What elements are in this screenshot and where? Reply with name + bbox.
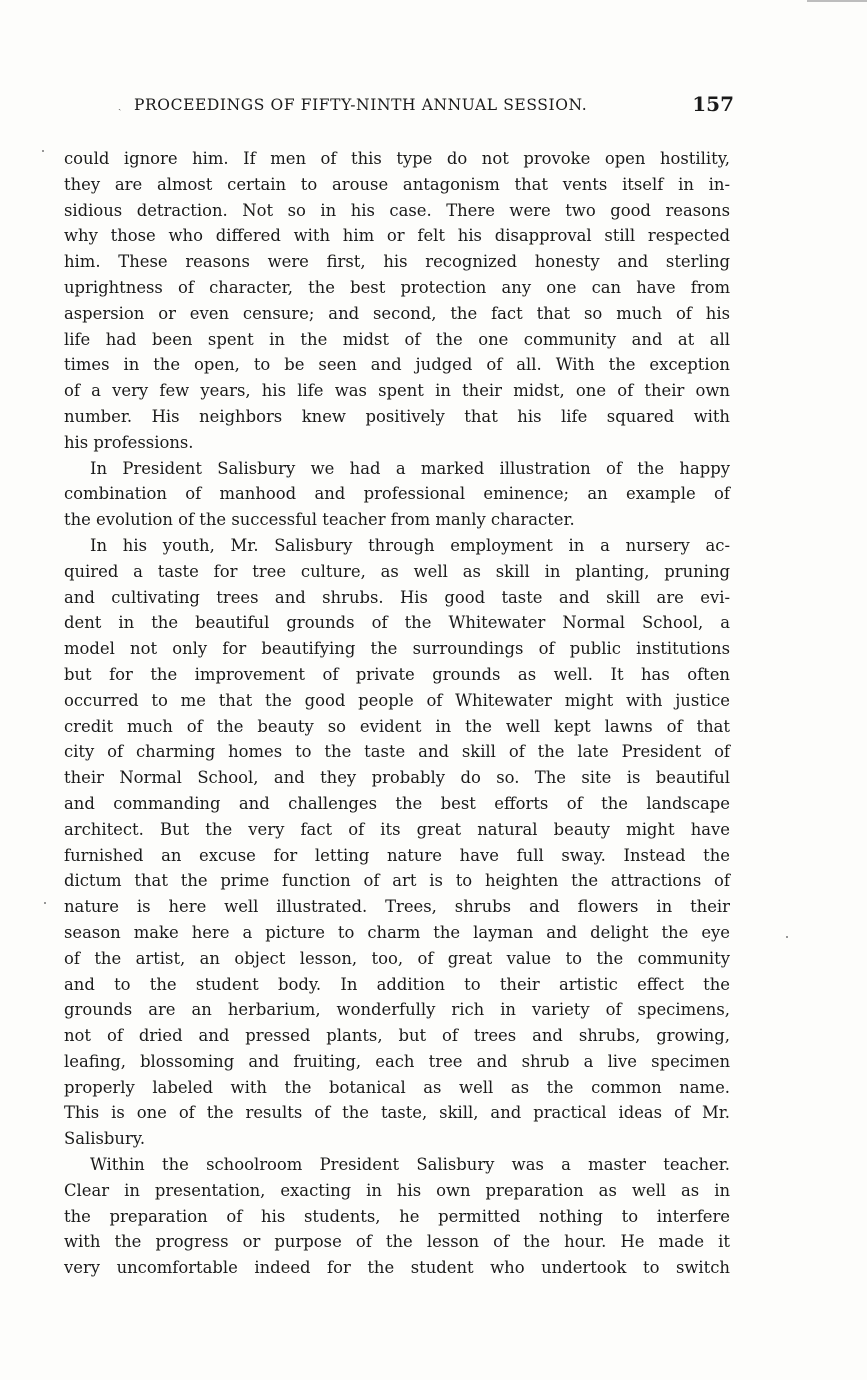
- text-line: model not only for beautifying the surroundings of public institutions: [64, 639, 730, 659]
- text-line: his professions.: [64, 432, 194, 452]
- text-line: and to the student body. In addition to their artistic effect the: [64, 974, 730, 994]
- body-text: [64, 146, 730, 1281]
- text-line: of a very few years, his life was spent in their midst, one of their own: [64, 381, 730, 401]
- text-line: him. These reasons were first, his recognized honesty and sterling: [64, 252, 730, 272]
- text-line: In President Salisbury we had a marked illustration of the happy: [90, 458, 730, 478]
- text-line: they are almost certain to arouse antagonism that vents itself in in-: [64, 174, 730, 194]
- text-line: the preparation of his students, he permitted nothing to interfere: [64, 1206, 730, 1226]
- page-number: 157: [692, 92, 734, 116]
- header-mark: ˎ: [118, 100, 122, 111]
- text-line: dictum that the prime function of art is to heighten the attractions of: [64, 871, 730, 891]
- text-line: Within the schoolroom President Salisbury was a master teacher.: [90, 1155, 730, 1175]
- text-line: the evolution of the successful teacher from manly character.: [64, 510, 575, 530]
- text-line: aspersion or even censure; and second, the fact that so much of his: [64, 303, 730, 323]
- text-line: architect. But the very fact of its great natural beauty might have: [64, 819, 730, 839]
- text-line: In his youth, Mr. Salisbury through employment in a nursery ac-: [90, 535, 730, 555]
- text-line: Clear in presentation, exacting in his own preparation as well as in: [64, 1180, 730, 1200]
- text-line: number. His neighbors knew positively that his life squared with: [64, 406, 730, 426]
- running-head: PROCEEDINGS OF FIFTY-NINTH ANNUAL SESSION.: [134, 96, 588, 114]
- text-line: times in the open, to be seen and judged of all. With the exception: [64, 355, 730, 375]
- text-line: with the progress or purpose of the lesson of the hour. He made it: [64, 1232, 730, 1252]
- text-line: credit much of the beauty so evident in the well kept lawns of that: [64, 716, 730, 736]
- text-line: leafing, blossoming and fruiting, each tree and shrub a live specimen: [64, 1051, 730, 1071]
- text-line: combination of manhood and professional eminence; an example of: [64, 484, 730, 504]
- text-line: and commanding and challenges the best efforts of the landscape: [64, 793, 730, 813]
- print-speck: [786, 936, 788, 938]
- print-speck: [44, 902, 46, 904]
- text-line: This is one of the results of the taste, skill, and practical ideas of Mr.: [64, 1103, 730, 1123]
- text-line: sidious detraction. Not so in his case. There were two good reasons: [64, 200, 730, 220]
- text-line: why those who differed with him or felt his disapproval still respected: [64, 226, 730, 246]
- text-line: occurred to me that the good people of Whitewater might with justice: [64, 690, 730, 710]
- text-line: dent in the beautiful grounds of the Whitewater Normal School, a: [64, 613, 730, 633]
- text-line: of the artist, an object lesson, too, of great value to the community: [64, 948, 730, 968]
- text-line: season make here a picture to charm the layman and delight the eye: [64, 922, 730, 942]
- text-line: city of charming homes to the taste and skill of the late President of: [64, 742, 730, 762]
- text-line: their Normal School, and they probably do so. The site is beautiful: [64, 768, 730, 788]
- paragraph: [64, 146, 730, 456]
- text-line: Salisbury.: [64, 1129, 146, 1149]
- text-line: furnished an excuse for letting nature have full sway. Instead the: [64, 845, 730, 865]
- text-line: properly labeled with the botanical as well as the common name.: [64, 1077, 730, 1097]
- text-line: life had been spent in the midst of the one community and at all: [64, 329, 730, 349]
- text-line: very uncomfortable indeed for the student who undertook to switch: [64, 1258, 730, 1278]
- text-line: grounds are an herbarium, wonderfully rich in variety of specimens,: [64, 1000, 730, 1020]
- paragraph: [64, 533, 730, 1152]
- print-speck: [42, 150, 44, 152]
- text-line: and cultivating trees and shrubs. His good taste and skill are evi-: [64, 587, 730, 607]
- text-line: uprightness of character, the best protection any one can have from: [64, 277, 730, 297]
- text-line: could ignore him. If men of this type do not provoke open hostility,: [64, 149, 730, 168]
- text-line: nature is here well illustrated. Trees, shrubs and flowers in their: [64, 897, 730, 917]
- page-header: [118, 92, 738, 126]
- paragraph: [64, 456, 730, 533]
- text-line: but for the improvement of private grounds as well. It has often: [64, 664, 730, 684]
- page-edge-rule: [807, 0, 867, 2]
- text-line: not of dried and pressed plants, but of trees and shrubs, growing,: [64, 1026, 730, 1046]
- paragraph: [64, 1152, 730, 1281]
- text-line: quired a taste for tree culture, as well as skill in planting, pruning: [64, 561, 730, 581]
